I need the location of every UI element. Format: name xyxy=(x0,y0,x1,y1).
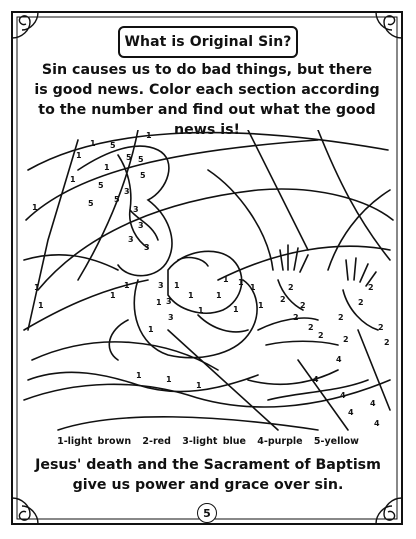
region-number: 4 xyxy=(336,355,342,364)
region-number: 3 xyxy=(158,281,164,290)
region-number: 3 xyxy=(144,243,150,252)
region-number: 5 xyxy=(126,153,132,162)
region-number: 1 xyxy=(38,301,44,310)
region-number: 4 xyxy=(370,399,376,408)
region-number: 2 xyxy=(308,323,314,332)
region-number: 2 xyxy=(280,295,286,304)
region-number: 5 xyxy=(98,181,104,190)
region-number: 3 xyxy=(168,313,174,322)
region-number: 2 xyxy=(293,313,299,322)
region-number: 1 xyxy=(146,131,152,140)
page-number: 5 xyxy=(197,503,217,523)
region-number: 1 xyxy=(258,301,264,310)
region-number: 1 xyxy=(216,291,222,300)
region-number: 3 xyxy=(124,187,130,196)
region-number: 2 xyxy=(358,298,364,307)
region-number: 4 xyxy=(340,391,346,400)
region-number: 2 xyxy=(378,323,384,332)
region-number: 2 xyxy=(338,313,344,322)
region-number: 1 xyxy=(34,283,40,292)
color-key-item-1: 1-light brown xyxy=(57,436,132,447)
region-number: 3 xyxy=(138,221,144,230)
region-number: 2 xyxy=(384,338,390,347)
region-number: 3 xyxy=(133,205,139,214)
color-by-number-illustration xyxy=(18,130,398,435)
region-number: 1 xyxy=(188,291,194,300)
color-key xyxy=(40,436,376,447)
region-number: 1 xyxy=(198,306,204,315)
region-number: 1 xyxy=(156,298,162,307)
region-number: 1 xyxy=(250,283,256,292)
region-number: 1 xyxy=(174,281,180,290)
region-number: 3 xyxy=(128,235,134,244)
region-number: 1 xyxy=(32,203,38,212)
region-number: 1 xyxy=(233,305,239,314)
region-number: 5 xyxy=(138,155,144,164)
instructions-text: Sin causes us to do bad things, but there is good news. Color each section according to the number and find out what the good news is! xyxy=(34,62,380,138)
closing-message: Jesus' death and the Sacrament of Baptism give us power and grace over sin. xyxy=(35,457,381,493)
region-number: 5 xyxy=(110,141,116,150)
region-number: 1 xyxy=(223,275,229,284)
region-number: 3 xyxy=(166,297,172,306)
region-number: 4 xyxy=(313,375,319,384)
region-number: 5 xyxy=(88,199,94,208)
region-number: 1 xyxy=(104,163,110,172)
color-key-item-2: 2-red xyxy=(142,436,171,447)
region-number: 1 xyxy=(76,151,82,160)
region-number: 4 xyxy=(374,419,380,428)
color-key-item-3: 3-light blue xyxy=(182,436,246,447)
region-number: 4 xyxy=(348,408,354,417)
region-number: 2 xyxy=(288,283,294,292)
region-number: 2 xyxy=(343,335,349,344)
region-number: 1 xyxy=(90,139,96,148)
region-number: 1 xyxy=(166,375,172,384)
region-number: 1 xyxy=(110,291,116,300)
region-number: 2 xyxy=(300,301,306,310)
color-key-item-4: 4-purple xyxy=(257,436,303,447)
region-number: 5 xyxy=(114,195,120,204)
region-number: 1 xyxy=(148,325,154,334)
region-number: 1 xyxy=(238,278,244,287)
region-number: 2 xyxy=(368,283,374,292)
region-number: 5 xyxy=(140,171,146,180)
region-number: 1 xyxy=(136,371,142,380)
page-title: What is Original Sin? xyxy=(118,26,298,58)
region-number: 2 xyxy=(318,331,324,340)
region-number: 1 xyxy=(70,175,76,184)
region-number: 1 xyxy=(196,381,202,390)
color-key-item-5: 5-yellow xyxy=(313,436,359,447)
region-number: 1 xyxy=(124,281,130,290)
